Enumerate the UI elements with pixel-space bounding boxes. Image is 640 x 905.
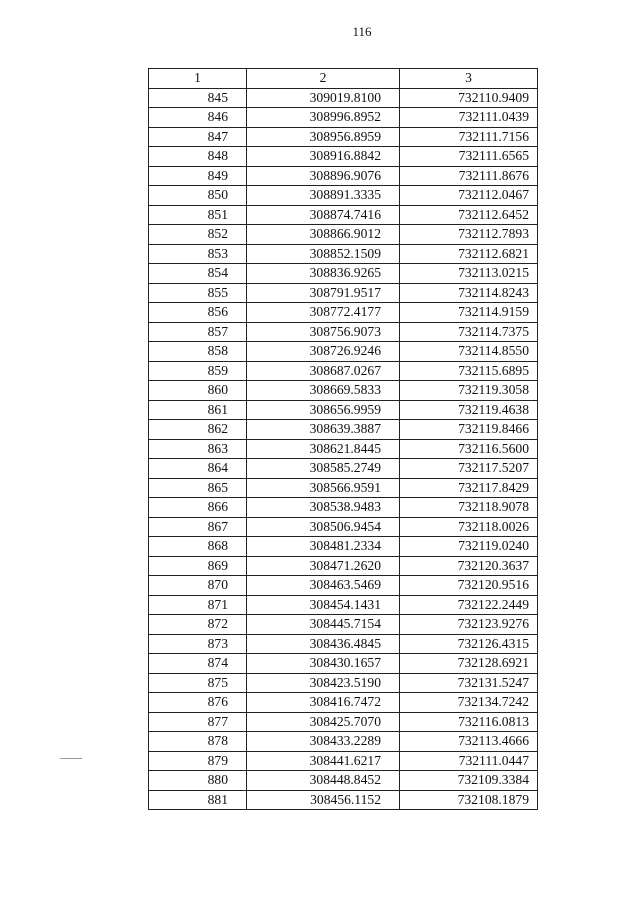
table-row: [149, 654, 538, 674]
coordinate-y-cell: 732131.5247: [400, 673, 538, 693]
coordinate-y-cell: 732114.7375: [400, 322, 538, 342]
coordinate-x-cell: 308430.1657: [247, 654, 400, 674]
point-number-cell: 870: [149, 576, 247, 596]
table-row: [149, 400, 538, 420]
coordinate-x-cell: 308852.1509: [247, 244, 400, 264]
coordinate-y-cell: 732112.7893: [400, 225, 538, 245]
coordinate-y-cell: 732119.4638: [400, 400, 538, 420]
coordinate-y-cell: 732115.6895: [400, 361, 538, 381]
coordinate-x-cell: 308874.7416: [247, 205, 400, 225]
coordinate-y-cell: 732118.0026: [400, 517, 538, 537]
coordinate-x-cell: 308621.8445: [247, 439, 400, 459]
coordinate-y-cell: 732120.9516: [400, 576, 538, 596]
coordinate-x-cell: 308436.4845: [247, 634, 400, 654]
coordinate-x-cell: 308448.8452: [247, 771, 400, 791]
table-row: [149, 322, 538, 342]
page-number: 116: [352, 24, 372, 39]
coordinate-y-cell: 732114.9159: [400, 303, 538, 323]
point-number-cell: 863: [149, 439, 247, 459]
coordinate-y-cell: 732134.7242: [400, 693, 538, 713]
table-row: [149, 732, 538, 752]
coordinate-y-cell: 732117.5207: [400, 459, 538, 479]
coordinate-y-cell: 732112.6452: [400, 205, 538, 225]
coordinate-y-cell: 732116.5600: [400, 439, 538, 459]
table-row: [149, 420, 538, 440]
table-row: [149, 459, 538, 479]
coordinate-y-cell: 732120.3637: [400, 556, 538, 576]
table-row: [149, 108, 538, 128]
point-number-cell: 847: [149, 127, 247, 147]
point-number-cell: 845: [149, 88, 247, 108]
coordinate-x-cell: 308423.5190: [247, 673, 400, 693]
coordinate-y-cell: 732114.8550: [400, 342, 538, 362]
coordinate-x-cell: 308891.3335: [247, 186, 400, 206]
point-number-cell: 854: [149, 264, 247, 284]
point-number-cell: 850: [149, 186, 247, 206]
point-number-cell: 876: [149, 693, 247, 713]
coordinate-x-cell: 308441.6217: [247, 751, 400, 771]
coordinate-x-cell: 308566.9591: [247, 478, 400, 498]
point-number-cell: 874: [149, 654, 247, 674]
point-number-cell: 868: [149, 537, 247, 557]
coordinate-x-cell: 308433.2289: [247, 732, 400, 752]
point-number-cell: 851: [149, 205, 247, 225]
point-number-cell: 866: [149, 498, 247, 518]
coordinate-x-cell: 308454.1431: [247, 595, 400, 615]
coordinate-x-cell: 308956.8959: [247, 127, 400, 147]
table-row: [149, 751, 538, 771]
coordinate-y-cell: 732108.1879: [400, 790, 538, 810]
point-number-cell: 873: [149, 634, 247, 654]
coordinate-y-cell: 732109.3384: [400, 771, 538, 791]
coordinate-y-cell: 732116.0813: [400, 712, 538, 732]
point-number-cell: 879: [149, 751, 247, 771]
coordinate-x-cell: 309019.8100: [247, 88, 400, 108]
coordinate-x-cell: 308916.8842: [247, 147, 400, 167]
table-row: [149, 147, 538, 167]
point-number-cell: 881: [149, 790, 247, 810]
coordinate-y-cell: 732123.9276: [400, 615, 538, 635]
table-row: [149, 498, 538, 518]
column-header-1: 1: [149, 69, 247, 89]
coordinate-y-cell: 732119.8466: [400, 420, 538, 440]
point-number-cell: 869: [149, 556, 247, 576]
coordinate-x-cell: 308506.9454: [247, 517, 400, 537]
point-number-cell: 853: [149, 244, 247, 264]
coordinate-y-cell: 732111.0447: [400, 751, 538, 771]
table-row: [149, 283, 538, 303]
coordinate-x-cell: 308585.2749: [247, 459, 400, 479]
coordinate-y-cell: 732126.4315: [400, 634, 538, 654]
coordinate-y-cell: 732118.9078: [400, 498, 538, 518]
table-row: [149, 615, 538, 635]
point-number-cell: 871: [149, 595, 247, 615]
coordinate-x-cell: 308639.3887: [247, 420, 400, 440]
column-header-3: 3: [400, 69, 538, 89]
table-body: [149, 88, 538, 810]
point-number-cell: 856: [149, 303, 247, 323]
coordinate-x-cell: 308416.7472: [247, 693, 400, 713]
table-row: [149, 205, 538, 225]
coordinate-y-cell: 732113.4666: [400, 732, 538, 752]
coordinate-y-cell: 732112.0467: [400, 186, 538, 206]
table-row: [149, 381, 538, 401]
point-number-cell: 877: [149, 712, 247, 732]
table-row: [149, 556, 538, 576]
point-number-cell: 846: [149, 108, 247, 128]
point-number-cell: 865: [149, 478, 247, 498]
point-number-cell: 872: [149, 615, 247, 635]
table-row: [149, 673, 538, 693]
table-row: [149, 478, 538, 498]
coordinate-y-cell: 732119.0240: [400, 537, 538, 557]
coordinate-x-cell: 308866.9012: [247, 225, 400, 245]
table-row: [149, 439, 538, 459]
point-number-cell: 880: [149, 771, 247, 791]
table-row: [149, 88, 538, 108]
table-row: [149, 771, 538, 791]
coordinate-x-cell: 308836.9265: [247, 264, 400, 284]
point-number-cell: 859: [149, 361, 247, 381]
table-row: [149, 790, 538, 810]
coordinate-x-cell: 308456.1152: [247, 790, 400, 810]
table-row: [149, 127, 538, 147]
coordinate-x-cell: 308896.9076: [247, 166, 400, 186]
coordinate-y-cell: 732113.0215: [400, 264, 538, 284]
table-row: [149, 595, 538, 615]
table-row: [149, 361, 538, 381]
coordinate-y-cell: 732111.6565: [400, 147, 538, 167]
point-number-cell: 860: [149, 381, 247, 401]
table-row: [149, 517, 538, 537]
point-number-cell: 849: [149, 166, 247, 186]
coordinate-y-cell: 732111.0439: [400, 108, 538, 128]
point-number-cell: 864: [149, 459, 247, 479]
coordinate-x-cell: 308481.2334: [247, 537, 400, 557]
header-row: [149, 69, 538, 89]
coordinate-x-cell: 308756.9073: [247, 322, 400, 342]
table-row: [149, 537, 538, 557]
coordinate-x-cell: 308687.0267: [247, 361, 400, 381]
table-row: [149, 634, 538, 654]
table-row: [149, 342, 538, 362]
point-number-cell: 878: [149, 732, 247, 752]
coordinate-y-cell: 732122.2449: [400, 595, 538, 615]
point-number-cell: 867: [149, 517, 247, 537]
table-row: [149, 712, 538, 732]
point-number-cell: 861: [149, 400, 247, 420]
coordinate-x-cell: 308656.9959: [247, 400, 400, 420]
coordinate-x-cell: 308445.7154: [247, 615, 400, 635]
point-number-cell: 848: [149, 147, 247, 167]
point-number-cell: 862: [149, 420, 247, 440]
table-row: [149, 186, 538, 206]
point-number-cell: 857: [149, 322, 247, 342]
coordinate-x-cell: 308772.4177: [247, 303, 400, 323]
coordinate-x-cell: 308425.7070: [247, 712, 400, 732]
coordinate-y-cell: 732117.8429: [400, 478, 538, 498]
coordinate-x-cell: 308791.9517: [247, 283, 400, 303]
coordinate-y-cell: 732111.7156: [400, 127, 538, 147]
table-row: [149, 576, 538, 596]
point-number-cell: 852: [149, 225, 247, 245]
coordinate-x-cell: 308996.8952: [247, 108, 400, 128]
table-header: [149, 69, 538, 89]
table-row: [149, 303, 538, 323]
coordinate-x-cell: 308726.9246: [247, 342, 400, 362]
coordinate-y-cell: 732111.8676: [400, 166, 538, 186]
margin-mark: [60, 758, 82, 759]
table-row: [149, 264, 538, 284]
point-number-cell: 858: [149, 342, 247, 362]
point-number-cell: 855: [149, 283, 247, 303]
coordinate-x-cell: 308471.2620: [247, 556, 400, 576]
coordinate-x-cell: 308669.5833: [247, 381, 400, 401]
coordinate-x-cell: 308463.5469: [247, 576, 400, 596]
table-row: [149, 225, 538, 245]
coordinate-y-cell: 732114.8243: [400, 283, 538, 303]
coordinate-y-cell: 732110.9409: [400, 88, 538, 108]
coordinate-y-cell: 732119.3058: [400, 381, 538, 401]
coordinate-y-cell: 732128.6921: [400, 654, 538, 674]
coordinates-table: [148, 68, 538, 810]
table-row: [149, 693, 538, 713]
point-number-cell: 875: [149, 673, 247, 693]
table-row: [149, 244, 538, 264]
table-row: [149, 166, 538, 186]
coordinate-x-cell: 308538.9483: [247, 498, 400, 518]
column-header-2: 2: [247, 69, 400, 89]
coordinate-y-cell: 732112.6821: [400, 244, 538, 264]
